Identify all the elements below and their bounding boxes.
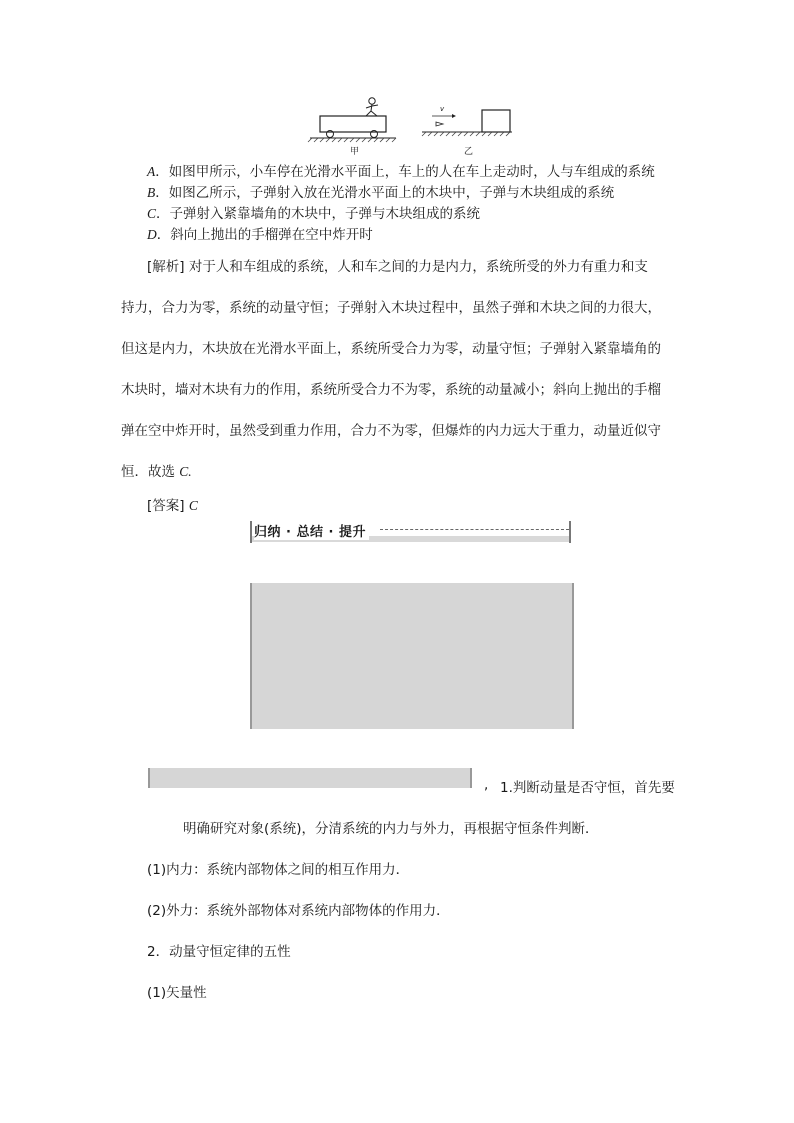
analysis-choice: C. (179, 464, 192, 479)
answer-line (147, 494, 198, 514)
velocity-label: v (440, 105, 445, 113)
note-item-2: 2．动量守恒定律的五性 (147, 944, 291, 960)
note-sub-3: (1)矢量性 (147, 985, 207, 1001)
option-text: ．子弹射入紧靠墙角的木块中，子弹与木块组成的系统 (156, 206, 481, 222)
cart-and-block-diagram (300, 92, 530, 158)
cart-body (320, 116, 386, 132)
note-sub-2: (2)外力：系统外部物体对系统内部物体的作用力． (147, 903, 450, 919)
gray-content-bar (148, 768, 472, 788)
analysis-line-2: 持力，合力为零，系统的动量守恒；子弹射入木块过程中，虽然子弹和木块之间的力很大， (121, 300, 661, 316)
gray-content-box (250, 583, 574, 729)
option-text: ．斜向上抛出的手榴弹在空中炸开时 (156, 227, 373, 243)
answer-value: C (188, 498, 198, 513)
physics-figure (300, 92, 530, 158)
note-sub-1: (1)内力：系统内部物体之间的相互作用力． (147, 862, 410, 878)
wooden-block (482, 110, 510, 132)
bullet-icon (436, 122, 443, 126)
summary-dashed-rule (380, 529, 569, 530)
label-jia: 甲 (350, 147, 360, 157)
ground-hatch-right (422, 132, 510, 136)
analysis-conclusion: 恒．故选 (121, 464, 175, 480)
summary-header (250, 521, 571, 543)
option-a (147, 160, 655, 180)
option-b (147, 181, 614, 201)
answer-label: [答案] (147, 498, 185, 514)
option-letter: C (147, 206, 157, 221)
note-item-1-cont: 明确研究对象(系统)，分清系统的内力与外力，再根据守恒条件判断． (183, 821, 599, 837)
option-letter: A (147, 164, 156, 179)
analysis-line-5: 弹在空中炸开时，虽然受到重力作用，合力不为零，但爆炸的内力远大于重力，动量近似守 (121, 423, 661, 439)
analysis-line-4: 木块时，墙对木块有力的作用，系统所受合力不为零，系统的动量减小；斜向上抛出的手榴 (121, 382, 661, 398)
option-letter: B (147, 185, 156, 200)
summary-left-edge (250, 521, 252, 543)
option-d (147, 223, 373, 243)
velocity-arrow-head (452, 114, 456, 118)
person-icon (366, 98, 378, 116)
analysis-line-1: [解析] 对于人和车组成的系统，人和车之间的力是内力，系统所受的外力有重力和支 (147, 259, 648, 275)
summary-right-edge (569, 521, 571, 543)
summary-title: 归纳 · 总结 · 提升 (254, 521, 369, 540)
note-item-1-head: 1.判断动量是否守恒，首先要 (500, 780, 675, 796)
option-text: ．如图甲所示，小车停在光滑水平面上，车上的人在车上走动时，人与车组成的系统 (155, 164, 655, 180)
option-letter: D (147, 227, 157, 242)
analysis-line-3: 但这是内力，木块放在光滑水平面上，系统所受合力为零，动量守恒；子弹射入紧靠墙角的 (121, 341, 661, 357)
label-yi: 乙 (464, 147, 474, 157)
ground-hatch-left (308, 138, 396, 142)
stray-comma: , (484, 777, 489, 793)
option-text: ．如图乙所示，子弹射入放在光滑水平面上的木块中，子弹与木块组成的系统 (155, 185, 615, 201)
option-c (147, 202, 480, 222)
analysis-line-6 (121, 460, 192, 480)
